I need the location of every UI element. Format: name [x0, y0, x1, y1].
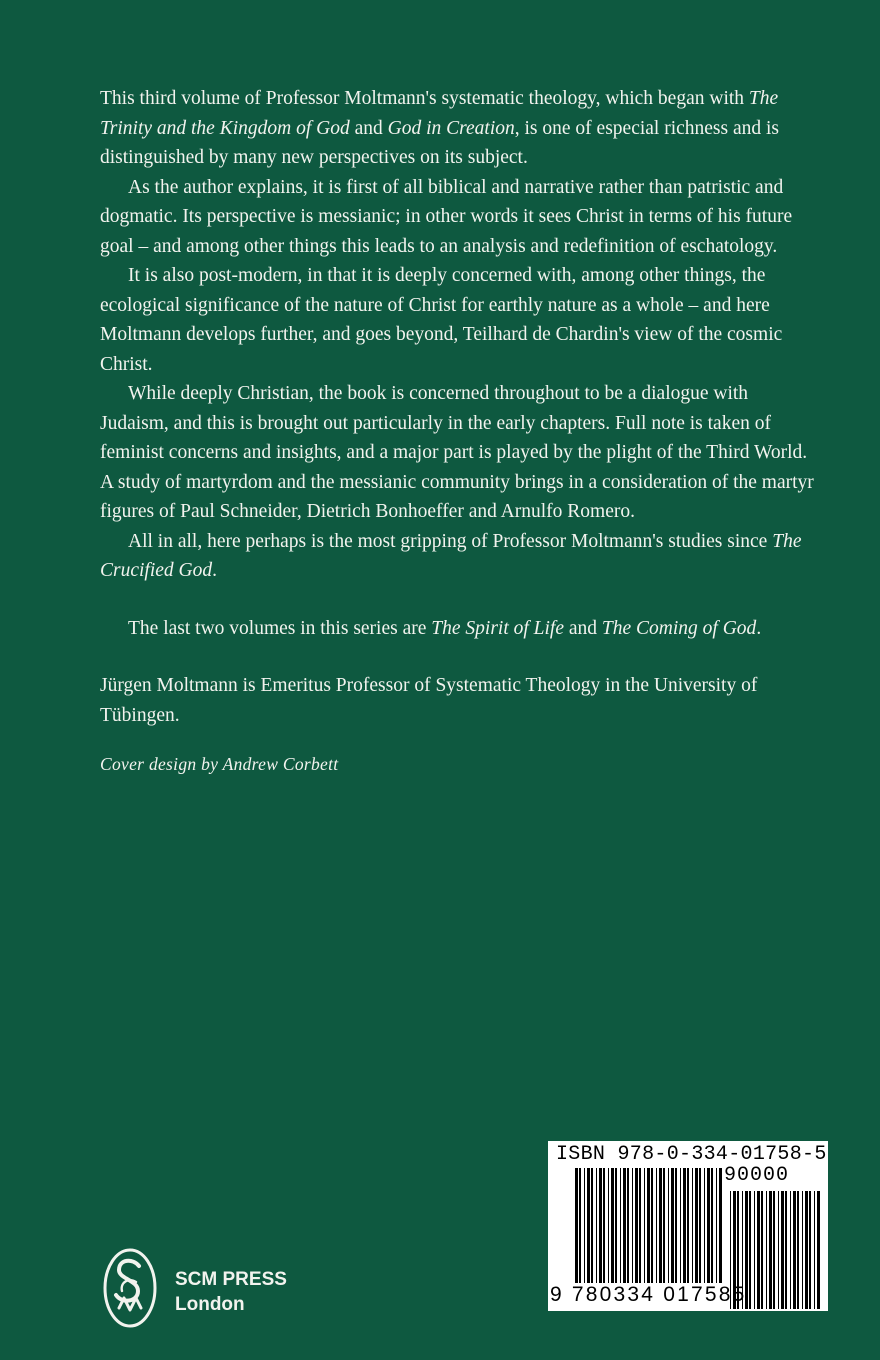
barcode-bar: [608, 1168, 609, 1283]
barcode-bar: [781, 1191, 784, 1309]
book-title: The Spirit of Life: [431, 617, 565, 639]
barcode-bar: [603, 1168, 605, 1283]
publisher-logo: [100, 1246, 332, 1332]
barcode-bar: [668, 1168, 669, 1283]
barcode-bar: [680, 1168, 681, 1283]
barcode-bar: [615, 1168, 617, 1283]
barcode-bar: [749, 1191, 751, 1309]
barcode-bar: [769, 1191, 772, 1309]
barcode-bar: [632, 1168, 633, 1283]
book-title: The Trinity and the Kingdom of God: [100, 88, 779, 139]
barcode-bar: [575, 1168, 578, 1283]
barcode-bar: [704, 1168, 705, 1283]
barcode-bar: [793, 1191, 796, 1309]
barcode-bar: [790, 1191, 791, 1309]
barcode-bar: [716, 1168, 717, 1283]
barcode-bar: [773, 1191, 775, 1309]
barcode-bar: [785, 1191, 787, 1309]
blurb-paragraph-4: While deeply Christian, the book is concerned throughout to be a dialogue with Judaism, and this is brought out particularly in the early chapters. Full note is taken of feminist concerns and insights, and a major part is played by the plight of the Third World. A study of martyrdom and the messianic community brings in a consideration of the martyr figures of Paul Schneider, Dietrich Bonhoeffer and Arnulfo Romero.: [100, 383, 814, 522]
barcode-bar: [699, 1168, 701, 1283]
barcode-bar: [651, 1168, 653, 1283]
barcode-bar: [587, 1168, 590, 1283]
blurb-paragraph-2: As the author explains, it is first of all biblical and narrative rather than patristic and dogmatic. Its perspective is messianic; in other words it sees Christ in terms of his future goal – and among other things this leads to an analysis and redefinition of eschatology.: [100, 176, 793, 257]
barcode-bar: [805, 1191, 808, 1309]
series-note: The last two volumes in this series are The Spirit of Life and The Coming of God.: [128, 617, 762, 639]
barcode-bar: [579, 1168, 581, 1283]
publisher-city: London: [175, 1294, 245, 1315]
isbn-barcode: [548, 1141, 828, 1311]
isbn-label: ISBN 978-0-334-01758-5: [556, 1143, 827, 1166]
barcode-bar: [761, 1191, 763, 1309]
price-addon-number: 90000: [724, 1164, 790, 1187]
barcode-bar: [639, 1168, 641, 1283]
barcode-bar: [695, 1168, 698, 1283]
book-title: The Crucified God: [100, 530, 802, 581]
barcode-bar: [627, 1168, 629, 1283]
barcode-bar: [591, 1168, 593, 1283]
barcode-bar: [647, 1168, 650, 1283]
barcode-bar: [644, 1168, 645, 1283]
barcode-bar: [675, 1168, 677, 1283]
back-cover-blurb: [100, 84, 820, 780]
barcode-bar: [596, 1168, 597, 1283]
barcode-bar: [809, 1191, 811, 1309]
barcode-bar: [711, 1168, 713, 1283]
barcode-bar: [671, 1168, 674, 1283]
book-title: God in Creation: [387, 117, 515, 139]
barcode-bar: [817, 1191, 820, 1309]
barcode-bar: [802, 1191, 803, 1309]
barcode-bar: [635, 1168, 638, 1283]
barcode-bar: [599, 1168, 602, 1283]
blurb-paragraph-3: It is also post-modern, in that it is deeply concerned with, among other things, the ecological significance of the nature of Christ for earthly nature as a whole – and here Moltmann develops further, and goes beyond, Teilhard de Chardin's view of the cosmic Christ.: [100, 265, 783, 375]
barcode-bar: [623, 1168, 626, 1283]
barcode-bar: [757, 1191, 760, 1309]
barcode-bar: [754, 1191, 755, 1309]
barcode-bar: [719, 1168, 722, 1283]
barcode-bar: [766, 1191, 767, 1309]
blurb-paragraph-5: All in all, here perhaps is the most gripping of Professor Moltmann's studies since The Crucified God.: [100, 530, 802, 581]
barcode-bar: [797, 1191, 799, 1309]
author-bio: Jürgen Moltmann is Emeritus Professor of Systematic Theology in the University of Tübingen.: [100, 675, 758, 726]
barcode-bar: [584, 1168, 585, 1283]
ean-digits: 9 780334 017585: [550, 1283, 747, 1306]
barcode-bar: [707, 1168, 710, 1283]
barcode-bar: [692, 1168, 693, 1283]
barcode-bar: [778, 1191, 779, 1309]
barcode-bar: [687, 1168, 689, 1283]
scm-monogram-icon: [100, 1246, 160, 1330]
barcode-bar: [611, 1168, 614, 1283]
barcode-bar: [663, 1168, 665, 1283]
publisher-name: SCM PRESS: [175, 1269, 287, 1290]
book-title: The Coming of God: [601, 617, 757, 639]
barcode-bar: [620, 1168, 621, 1283]
publisher-imprint: [175, 1267, 287, 1317]
barcode-bar: [683, 1168, 686, 1283]
cover-design-credit: Cover design by Andrew Corbett: [100, 754, 339, 774]
barcode-bar: [814, 1191, 815, 1309]
barcode-bar: [659, 1168, 662, 1283]
blurb-paragraph-1: This third volume of Professor Moltmann's systematic theology, which began with The Trinity and the Kingdom of God and God in Creation, is one of especial richness and is distinguished by many new perspectives on its subject.: [100, 88, 780, 168]
barcode-bar: [656, 1168, 657, 1283]
